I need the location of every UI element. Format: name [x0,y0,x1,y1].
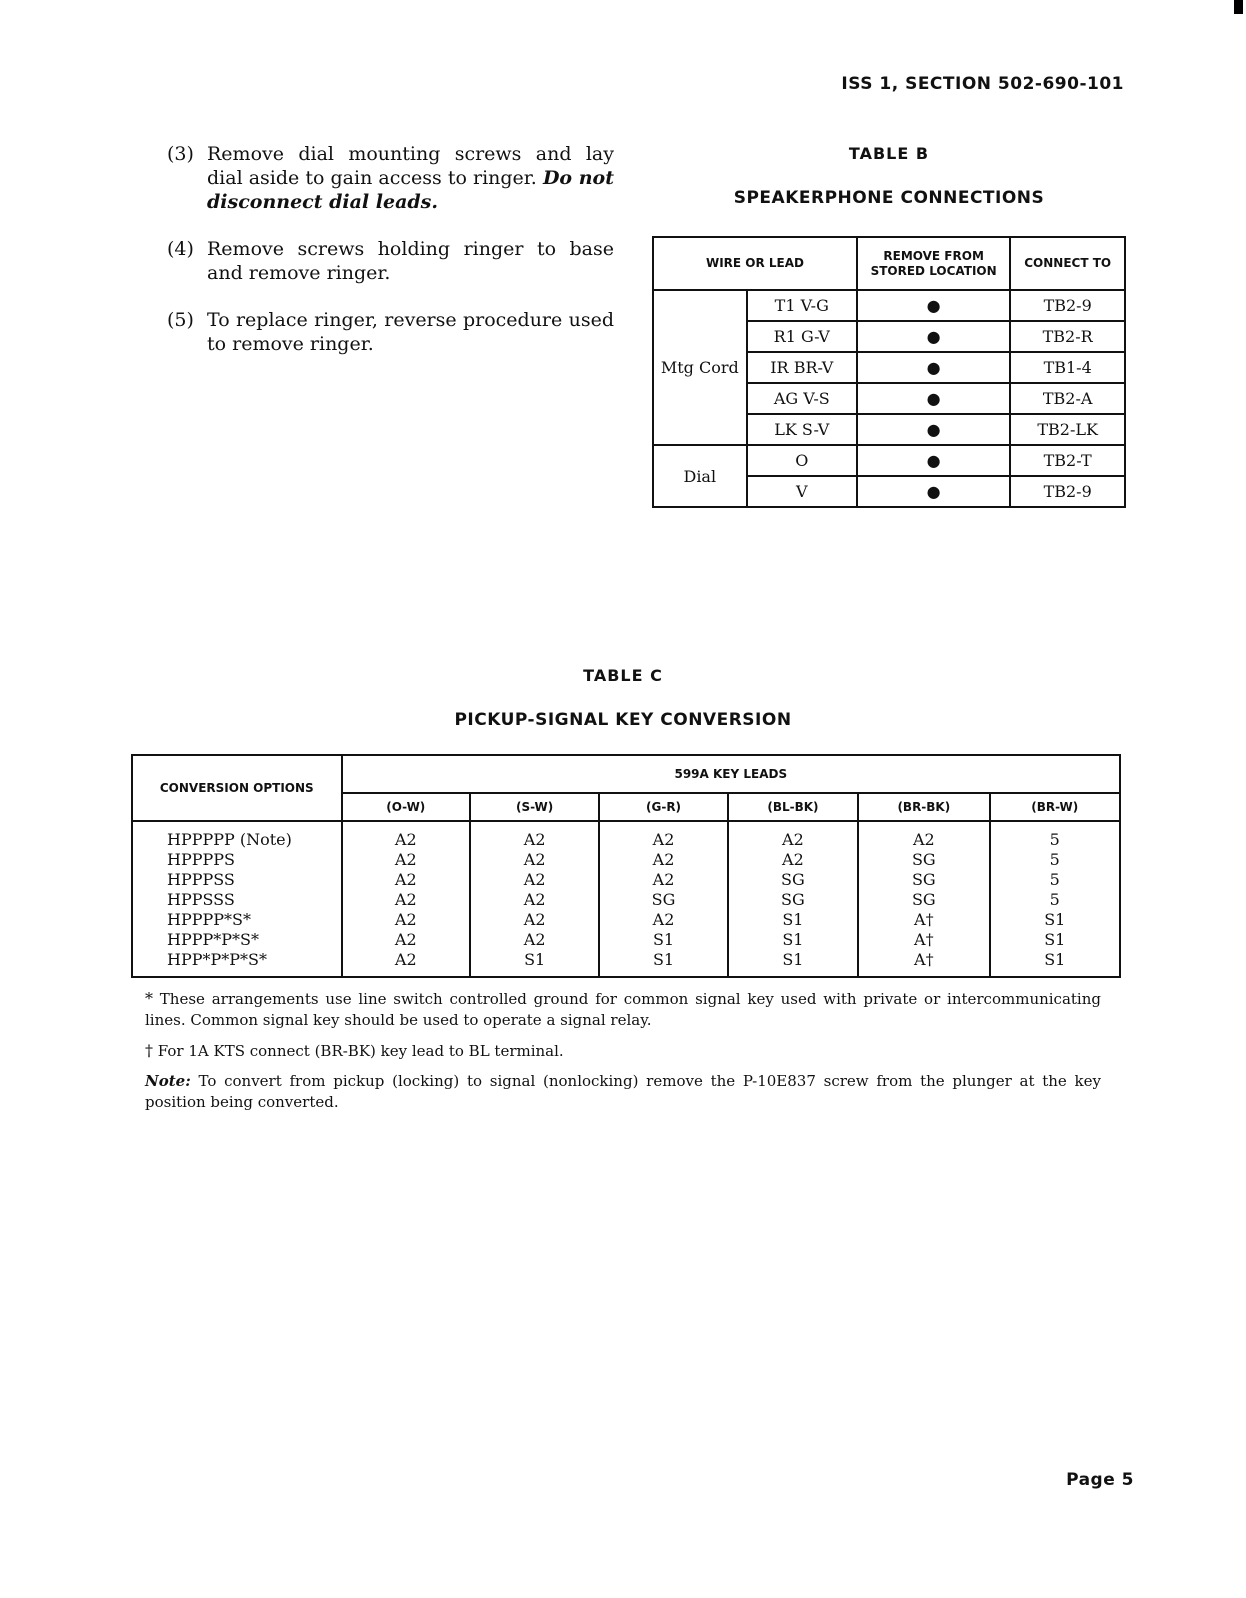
option-cell: HPPSSS [132,890,342,910]
step-5 [167,308,614,356]
step-text: To replace ringer, reverse procedure used to remove ringer. [207,309,614,355]
step-3 [167,142,614,214]
lead-cell: AG V-S [747,383,857,414]
option-cell: HPPPPP (Note) [132,821,342,850]
value-cell: A2 [599,850,727,870]
lead-cell: R1 G-V [747,321,857,352]
option-cell: HPPP*P*S* [132,930,342,950]
remove-dot: ● [857,414,1010,445]
step-number: (4) [167,238,194,260]
pickup-signal-key-conversion-table [131,754,1121,978]
option-cell: HPPPP*S* [132,910,342,930]
footnote-mark: * [145,989,153,1008]
edge-registration-mark [1234,0,1243,14]
page-header: ISS 1, SECTION 502-690-101 [841,74,1124,94]
footnote-note: Note: To convert from pickup (locking) to signal (nonlocking) remove the P-10E837 screw from the plunger at the key position being converted. [145,1072,1101,1111]
step-text: Remove screws holding ringer to base and remove ringer. [207,238,614,284]
table-row [653,290,1125,321]
remove-dot: ● [857,383,1010,414]
connect-cell: TB2-R [1010,321,1125,352]
speakerphone-connections-table [652,236,1126,508]
value-cell: A2 [342,821,470,850]
lead-cell: IR BR-V [747,352,857,383]
connect-cell: TB2-LK [1010,414,1125,445]
connect-cell: TB2-T [1010,445,1125,476]
connect-cell: TB2-A [1010,383,1125,414]
value-cell: A2 [599,910,727,930]
value-cell: 5 [990,821,1120,850]
value-cell: SG [858,890,989,910]
value-cell: A2 [342,850,470,870]
col-header-lead: (G-R) [599,793,727,821]
value-cell: A2 [470,870,599,890]
value-cell: S1 [599,930,727,950]
col-header-lead: (BR-W) [990,793,1120,821]
lead-cell: T1 V-G [747,290,857,321]
value-cell: A2 [470,930,599,950]
value-cell: A2 [728,821,858,850]
table-header-row [653,237,1125,290]
table-row [653,445,1125,476]
value-cell: 5 [990,870,1120,890]
connect-cell: TB2-9 [1010,290,1125,321]
option-cell: HPPPSS [132,870,342,890]
value-cell: A2 [342,930,470,950]
lead-cell: O [747,445,857,476]
remove-dot: ● [857,476,1010,507]
value-cell: A2 [470,821,599,850]
value-cell: A2 [728,850,858,870]
value-cell: S1 [599,950,727,977]
table-b-title: TABLE B [848,144,930,163]
footnote-dagger: † For 1A KTS connect (BR-BK) key lead to BL terminal. [145,1041,564,1060]
value-cell: A2 [858,821,989,850]
step-4 [167,237,614,285]
value-cell: S1 [470,950,599,977]
group-label-mtg-cord: Mtg Cord [653,290,747,445]
step-emphasis: Do not disconnect dial leads. [207,167,615,213]
col-header-wire: WIRE OR LEAD [653,237,857,290]
col-header-conversion-options: CONVERSION OPTIONS [132,755,342,821]
col-header-remove: REMOVE FROM STORED LOCATION [857,237,1010,290]
value-cell: SG [858,850,989,870]
value-cell: A2 [470,890,599,910]
note-label: Note: [145,1072,191,1090]
step-number: (5) [167,309,194,331]
col-header-key-leads: 599A KEY LEADS [342,755,1120,793]
remove-dot: ● [857,290,1010,321]
value-cell: 5 [990,850,1120,870]
table-row [132,870,1120,890]
table-c-title: TABLE C [583,666,663,685]
connect-cell: TB1-4 [1010,352,1125,383]
connect-cell: TB2-9 [1010,476,1125,507]
option-cell: HPPPPS [132,850,342,870]
remove-dot: ● [857,445,1010,476]
remove-dot: ● [857,321,1010,352]
step-text: Remove dial mounting screws and lay dial aside to gain access to ringer. Do not disconnect dial leads. [207,143,615,213]
col-header-lead: (O-W) [342,793,470,821]
value-cell: S1 [990,950,1120,977]
value-cell: S1 [990,930,1120,950]
group-label-dial: Dial [653,445,747,507]
value-cell: A† [858,910,989,930]
col-header-lead: (BR-BK) [858,793,989,821]
value-cell: A2 [342,870,470,890]
value-cell: A2 [599,821,727,850]
option-cell: HPP*P*P*S* [132,950,342,977]
table-b-subtitle: SPEAKERPHONE CONNECTIONS [733,188,1045,208]
table-row [132,930,1120,950]
remove-dot: ● [857,352,1010,383]
value-cell: A† [858,950,989,977]
value-cell: 5 [990,890,1120,910]
value-cell: A2 [342,950,470,977]
value-cell: SG [728,890,858,910]
col-header-lead: (BL-BK) [728,793,858,821]
value-cell: SG [728,870,858,890]
value-cell: A2 [342,910,470,930]
lead-cell: LK S-V [747,414,857,445]
footnote-mark: † [145,1041,153,1060]
value-cell: A2 [599,870,727,890]
lead-cell: V [747,476,857,507]
value-cell: S1 [728,910,858,930]
table-row [132,821,1120,850]
footnote-asterisk: * These arrangements use line switch controlled ground for common signal key used with private or intercommunicating lines. Common signal key should be used to operate a signal relay. [145,989,1101,1029]
value-cell: A2 [470,850,599,870]
value-cell: S1 [990,910,1120,930]
table-row [132,850,1120,870]
value-cell: S1 [728,950,858,977]
table-row [132,890,1120,910]
table-row [132,910,1120,930]
value-cell: SG [858,870,989,890]
value-cell: SG [599,890,727,910]
step-number: (3) [167,143,194,165]
col-header-connect: CONNECT TO [1010,237,1125,290]
value-cell: A2 [342,890,470,910]
col-header-lead: (S-W) [470,793,599,821]
value-cell: S1 [728,930,858,950]
table-c-subtitle: PICKUP-SIGNAL KEY CONVERSION [454,710,792,730]
value-cell: A2 [470,910,599,930]
table-row [132,950,1120,977]
page-number: Page 5 [1066,1470,1134,1490]
value-cell: A† [858,930,989,950]
table-header-row [132,755,1120,793]
